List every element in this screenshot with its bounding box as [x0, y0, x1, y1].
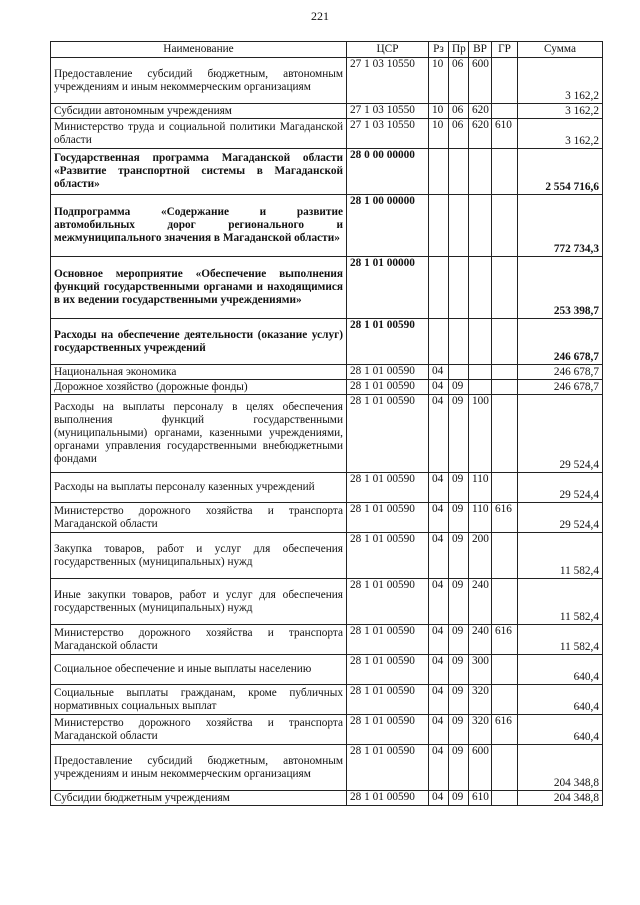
budget-table — [50, 41, 603, 806]
table-body — [51, 58, 603, 806]
cell-sum: 11 582,4 — [518, 579, 603, 625]
page-number: 221 — [311, 9, 329, 23]
cell-vr — [469, 149, 492, 195]
cell-csr: 28 1 01 00590 — [347, 685, 429, 715]
cell-pr — [449, 257, 469, 319]
cell-vr: 110 — [469, 503, 492, 533]
cell-sum: 640,4 — [518, 655, 603, 685]
table-row — [51, 395, 603, 473]
cell-csr: 28 1 01 00590 — [347, 380, 429, 395]
cell-rz: 04 — [429, 745, 449, 791]
cell-csr: 27 1 03 10550 — [347, 104, 429, 119]
cell-name: Предоставление субсидий бюджетным, автономным учреждениям и иным некоммерческим организациям — [51, 58, 347, 104]
cell-pr — [449, 365, 469, 380]
cell-gr — [492, 58, 518, 104]
cell-gr — [492, 473, 518, 503]
cell-name: Национальная экономика — [51, 365, 347, 380]
header-pr: Пр — [449, 42, 469, 58]
cell-pr: 09 — [449, 715, 469, 745]
cell-rz: 04 — [429, 395, 449, 473]
table-row — [51, 655, 603, 685]
table-row — [51, 257, 603, 319]
cell-vr — [469, 257, 492, 319]
cell-gr — [492, 365, 518, 380]
cell-gr — [492, 319, 518, 365]
table-row — [51, 365, 603, 380]
cell-pr — [449, 149, 469, 195]
cell-sum: 11 582,4 — [518, 625, 603, 655]
cell-pr — [449, 195, 469, 257]
table-row — [51, 319, 603, 365]
cell-gr — [492, 380, 518, 395]
cell-rz: 10 — [429, 119, 449, 149]
cell-sum: 11 582,4 — [518, 533, 603, 579]
cell-csr: 28 1 01 00590 — [347, 319, 429, 365]
cell-vr: 610 — [469, 791, 492, 806]
cell-sum: 246 678,7 — [518, 380, 603, 395]
cell-name: Расходы на обеспечение деятельности (оказание услуг) государственных учреждений — [51, 319, 347, 365]
header-sum: Сумма — [518, 42, 603, 58]
cell-csr: 28 1 01 00590 — [347, 655, 429, 685]
cell-sum: 246 678,7 — [518, 319, 603, 365]
cell-sum: 253 398,7 — [518, 257, 603, 319]
cell-pr: 09 — [449, 625, 469, 655]
cell-vr: 620 — [469, 104, 492, 119]
cell-vr: 240 — [469, 625, 492, 655]
cell-gr — [492, 104, 518, 119]
cell-rz — [429, 319, 449, 365]
cell-csr: 28 1 01 00590 — [347, 503, 429, 533]
table-row — [51, 473, 603, 503]
cell-vr: 110 — [469, 473, 492, 503]
cell-sum: 204 348,8 — [518, 745, 603, 791]
cell-rz: 04 — [429, 365, 449, 380]
cell-rz: 04 — [429, 655, 449, 685]
cell-csr: 28 0 00 00000 — [347, 149, 429, 195]
cell-name: Министерство дорожного хозяйства и транспорта Магаданской области — [51, 503, 347, 533]
cell-pr: 09 — [449, 533, 469, 579]
cell-pr: 09 — [449, 791, 469, 806]
cell-sum: 640,4 — [518, 715, 603, 745]
cell-sum: 246 678,7 — [518, 365, 603, 380]
cell-csr: 28 1 01 00590 — [347, 625, 429, 655]
cell-sum: 3 162,2 — [518, 119, 603, 149]
cell-name: Субсидии автономным учреждениям — [51, 104, 347, 119]
cell-vr: 320 — [469, 685, 492, 715]
cell-vr — [469, 319, 492, 365]
cell-rz: 10 — [429, 58, 449, 104]
cell-vr: 600 — [469, 745, 492, 791]
cell-name: Субсидии бюджетным учреждениям — [51, 791, 347, 806]
table-row — [51, 791, 603, 806]
cell-csr: 28 1 01 00590 — [347, 533, 429, 579]
cell-pr: 09 — [449, 503, 469, 533]
cell-name: Закупка товаров, работ и услуг для обеспечения государственных (муниципальных) нужд — [51, 533, 347, 579]
cell-rz: 04 — [429, 473, 449, 503]
cell-csr: 28 1 01 00000 — [347, 257, 429, 319]
cell-vr: 200 — [469, 533, 492, 579]
cell-csr: 28 1 01 00590 — [347, 395, 429, 473]
cell-csr: 28 1 01 00590 — [347, 745, 429, 791]
cell-gr — [492, 195, 518, 257]
cell-csr: 28 1 01 00590 — [347, 365, 429, 380]
table-row — [51, 58, 603, 104]
table-row — [51, 195, 603, 257]
cell-rz — [429, 149, 449, 195]
header-vr: ВР — [469, 42, 492, 58]
cell-sum: 3 162,2 — [518, 104, 603, 119]
cell-name: Министерство труда и социальной политики Магаданской области — [51, 119, 347, 149]
table-row — [51, 149, 603, 195]
cell-sum: 204 348,8 — [518, 791, 603, 806]
table-row — [51, 579, 603, 625]
cell-name: Дорожное хозяйство (дорожные фонды) — [51, 380, 347, 395]
cell-vr — [469, 380, 492, 395]
cell-name: Министерство дорожного хозяйства и транспорта Магаданской области — [51, 625, 347, 655]
cell-gr: 616 — [492, 625, 518, 655]
cell-vr — [469, 365, 492, 380]
cell-pr: 09 — [449, 579, 469, 625]
cell-rz: 04 — [429, 380, 449, 395]
header-rz: Рз — [429, 42, 449, 58]
table-row — [51, 380, 603, 395]
table-row — [51, 119, 603, 149]
cell-pr — [449, 319, 469, 365]
cell-rz: 04 — [429, 685, 449, 715]
cell-sum: 29 524,4 — [518, 395, 603, 473]
cell-pr: 09 — [449, 473, 469, 503]
table-row — [51, 533, 603, 579]
cell-name: Социальное обеспечение и иные выплаты населению — [51, 655, 347, 685]
cell-pr: 09 — [449, 685, 469, 715]
cell-name: Министерство дорожного хозяйства и транспорта Магаданской области — [51, 715, 347, 745]
cell-pr: 09 — [449, 395, 469, 473]
cell-sum: 3 162,2 — [518, 58, 603, 104]
cell-vr: 320 — [469, 715, 492, 745]
cell-rz — [429, 195, 449, 257]
cell-name: Расходы на выплаты персоналу в целях обеспечения выполнения функций государственными (муниципальными) органами, казенными учреждениями, органами управления государственными внебюджетными фондами — [51, 395, 347, 473]
cell-csr: 28 1 01 00590 — [347, 579, 429, 625]
cell-vr: 620 — [469, 119, 492, 149]
cell-rz: 04 — [429, 579, 449, 625]
table-row — [51, 745, 603, 791]
cell-gr — [492, 395, 518, 473]
cell-csr: 27 1 03 10550 — [347, 119, 429, 149]
cell-csr: 28 1 01 00590 — [347, 791, 429, 806]
cell-rz: 04 — [429, 625, 449, 655]
table-row — [51, 503, 603, 533]
cell-rz: 04 — [429, 791, 449, 806]
cell-gr — [492, 579, 518, 625]
table-row — [51, 715, 603, 745]
table-header-row — [51, 42, 603, 58]
cell-pr: 09 — [449, 380, 469, 395]
cell-gr — [492, 257, 518, 319]
cell-vr: 240 — [469, 579, 492, 625]
cell-name: Основное мероприятие «Обеспечение выполнения функций государственными органами и находящимися в их ведении государственными учреждениями» — [51, 257, 347, 319]
cell-pr: 09 — [449, 745, 469, 791]
cell-vr: 100 — [469, 395, 492, 473]
cell-rz: 04 — [429, 503, 449, 533]
cell-pr: 06 — [449, 119, 469, 149]
cell-name: Социальные выплаты гражданам, кроме публичных нормативных социальных выплат — [51, 685, 347, 715]
header-name: Наименование — [51, 42, 347, 58]
cell-rz: 04 — [429, 715, 449, 745]
table-row — [51, 625, 603, 655]
header-csr: ЦСР — [347, 42, 429, 58]
cell-pr: 09 — [449, 655, 469, 685]
cell-rz: 10 — [429, 104, 449, 119]
cell-csr: 28 1 01 00590 — [347, 473, 429, 503]
cell-gr — [492, 149, 518, 195]
cell-rz — [429, 257, 449, 319]
table-row — [51, 685, 603, 715]
cell-gr: 616 — [492, 503, 518, 533]
cell-gr: 616 — [492, 715, 518, 745]
cell-gr — [492, 791, 518, 806]
cell-csr: 28 1 00 00000 — [347, 195, 429, 257]
cell-sum: 29 524,4 — [518, 503, 603, 533]
cell-name: Иные закупки товаров, работ и услуг для обеспечения государственных (муниципальных) нужд — [51, 579, 347, 625]
cell-sum: 2 554 716,6 — [518, 149, 603, 195]
cell-vr: 300 — [469, 655, 492, 685]
cell-sum: 640,4 — [518, 685, 603, 715]
cell-sum: 772 734,3 — [518, 195, 603, 257]
cell-csr: 28 1 01 00590 — [347, 715, 429, 745]
cell-gr — [492, 745, 518, 791]
cell-name: Государственная программа Магаданской области «Развитие транспортной системы в Магаданской области» — [51, 149, 347, 195]
cell-gr — [492, 533, 518, 579]
cell-sum: 29 524,4 — [518, 473, 603, 503]
cell-name: Предоставление субсидий бюджетным, автономным учреждениям и иным некоммерческим организациям — [51, 745, 347, 791]
cell-name: Расходы на выплаты персоналу казенных учреждений — [51, 473, 347, 503]
cell-rz: 04 — [429, 533, 449, 579]
cell-vr: 600 — [469, 58, 492, 104]
cell-gr: 610 — [492, 119, 518, 149]
cell-gr — [492, 685, 518, 715]
header-gr: ГР — [492, 42, 518, 58]
cell-pr: 06 — [449, 104, 469, 119]
cell-gr — [492, 655, 518, 685]
table-row — [51, 104, 603, 119]
cell-vr — [469, 195, 492, 257]
cell-csr: 27 1 03 10550 — [347, 58, 429, 104]
cell-name: Подпрограмма «Содержание и развитие автомобильных дорог регионального и межмуниципального значения в Магаданской области» — [51, 195, 347, 257]
cell-pr: 06 — [449, 58, 469, 104]
